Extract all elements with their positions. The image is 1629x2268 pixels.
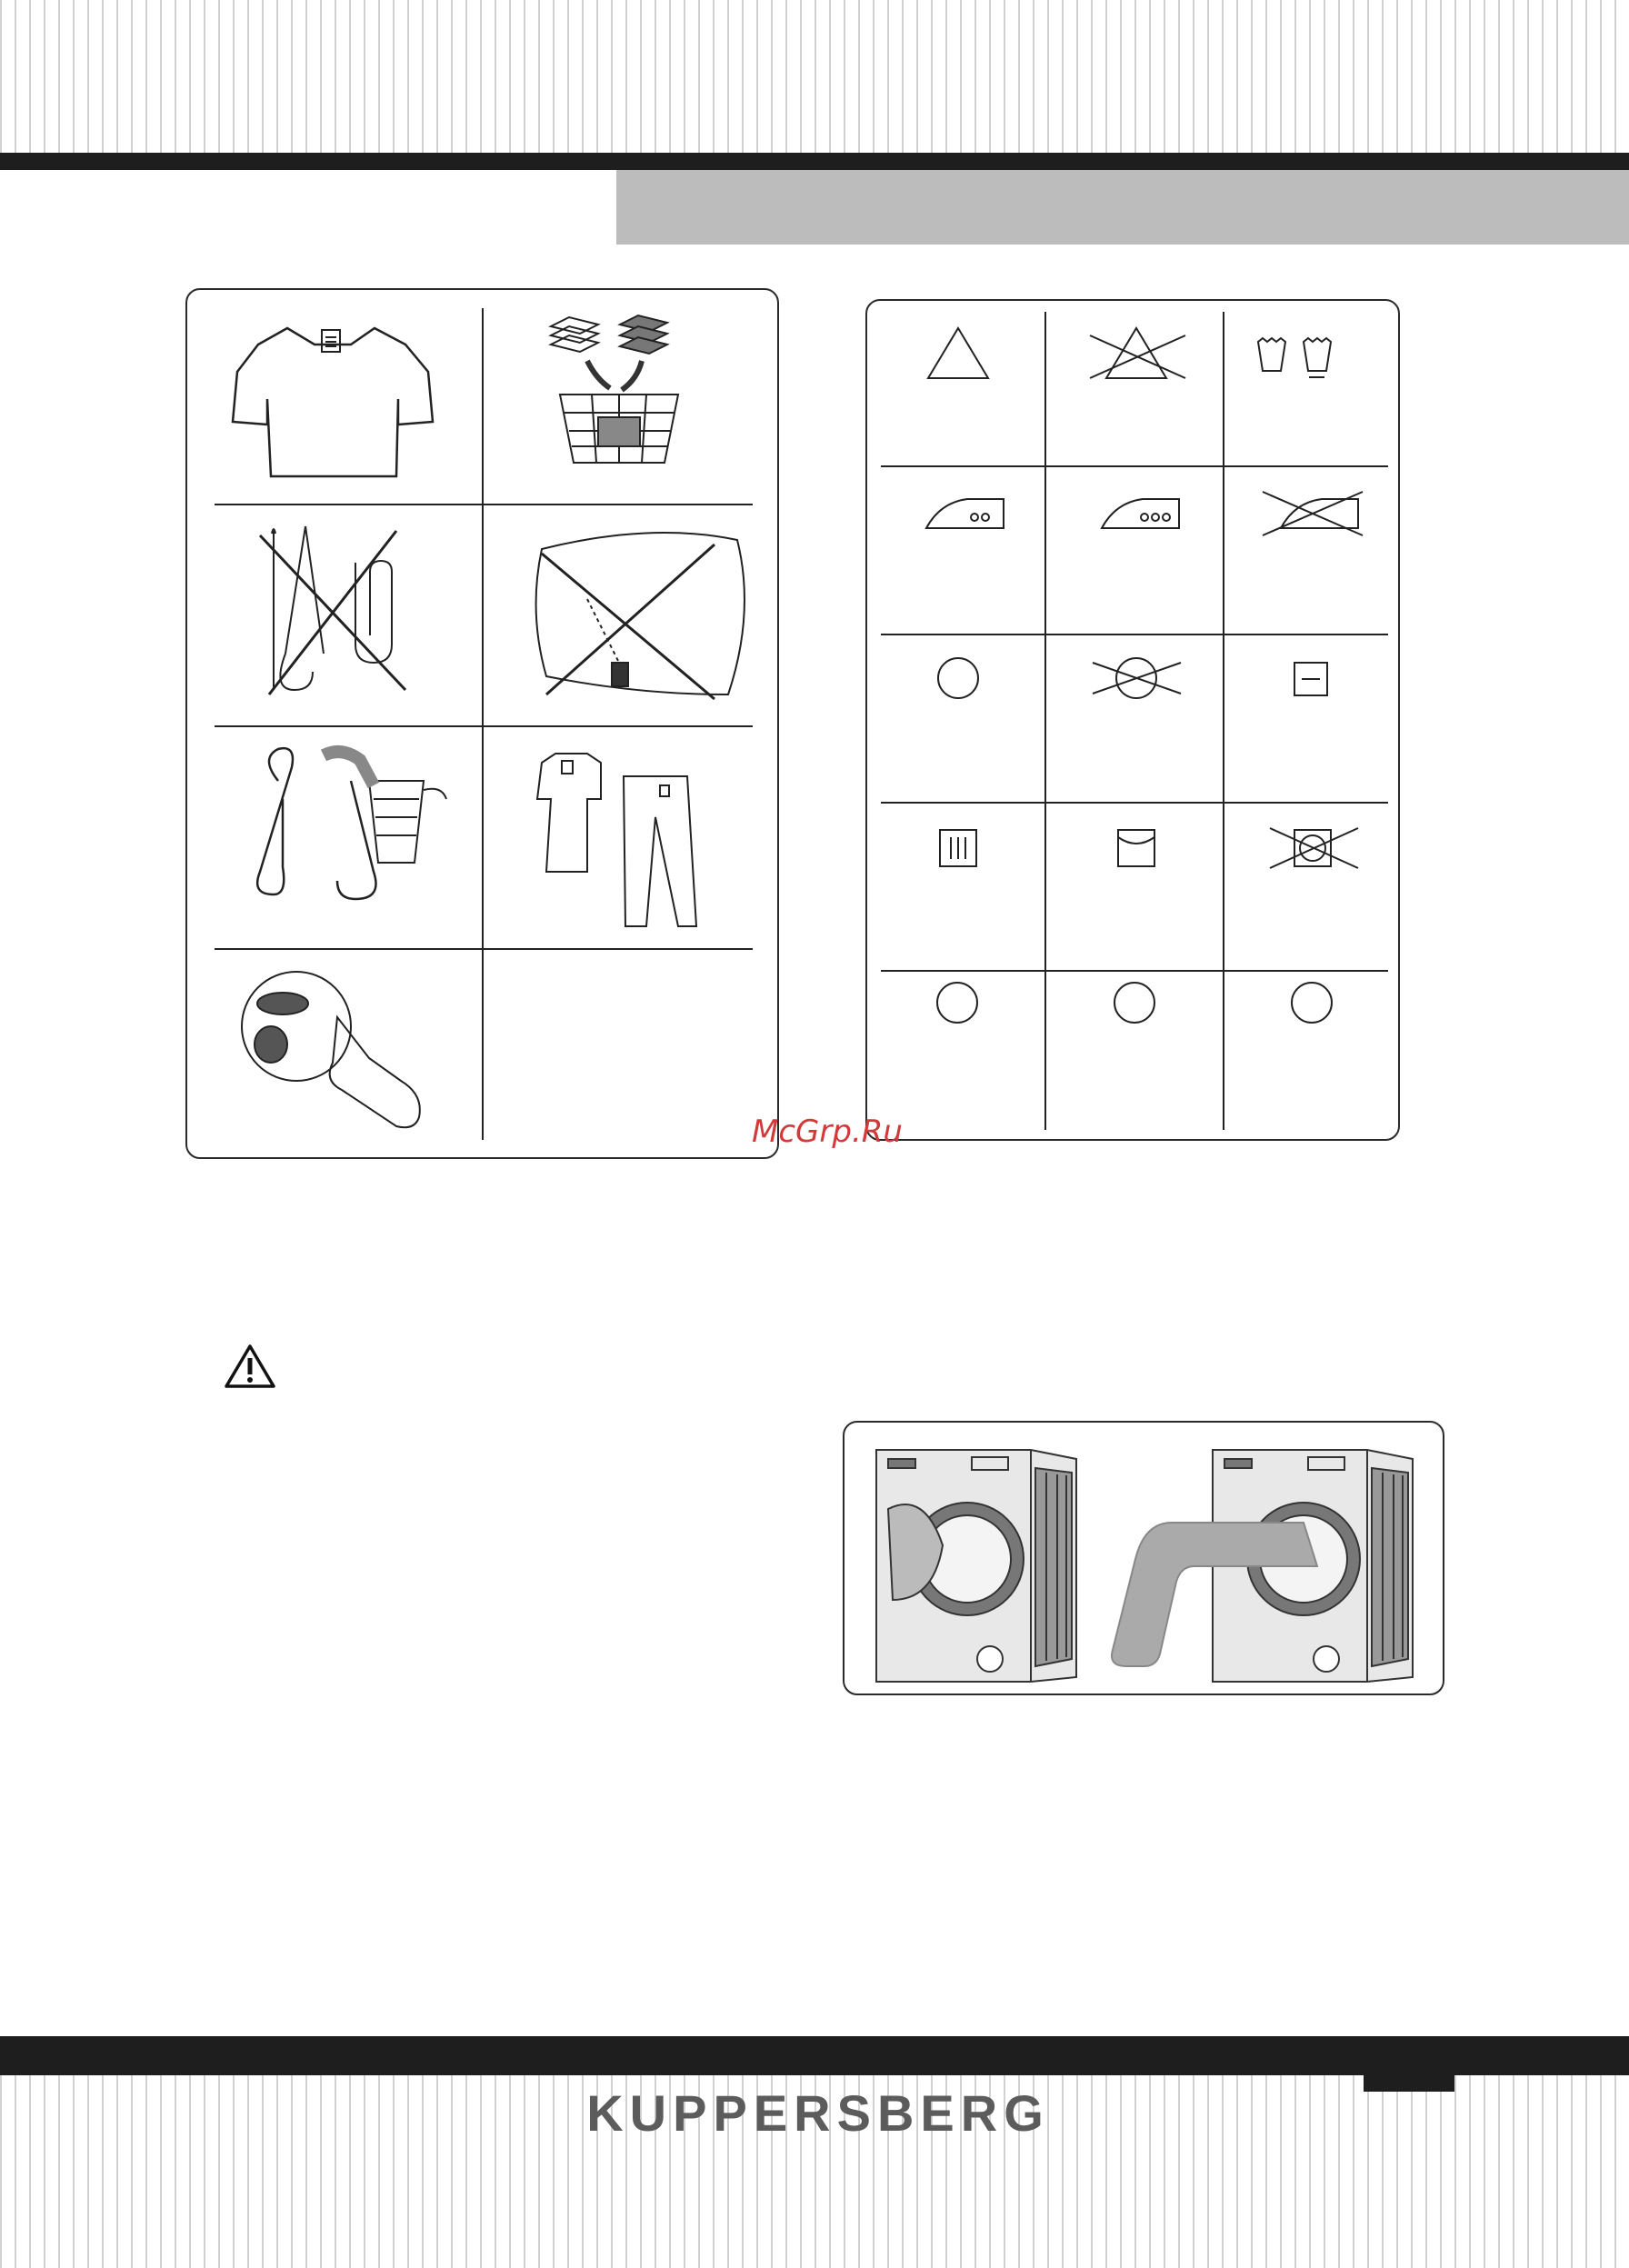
iron-medium-icon [926, 499, 1004, 528]
no-open-zipper-icon [536, 533, 745, 699]
circle-icon [1114, 983, 1154, 1023]
check-labels-icon [537, 754, 696, 926]
wash-basins-icon [1258, 338, 1331, 377]
empty-pockets-icon [257, 748, 446, 899]
line-dry-icon [1118, 830, 1154, 866]
laundry-preparation-panel [185, 288, 779, 1159]
sort-laundry-icon [551, 315, 678, 463]
header-section-bar [616, 170, 1629, 245]
header-bar [0, 153, 1629, 170]
brand-logo: KUPPERSBERG [586, 2084, 1050, 2142]
drip-dry-icon [940, 830, 976, 866]
dry-flat-icon [1294, 663, 1327, 695]
page-number-tab [1364, 2075, 1454, 2092]
circle-icon [937, 983, 977, 1023]
no-pins-icon [260, 526, 405, 694]
footer-bar [0, 2036, 1629, 2075]
care-symbols-panel [865, 299, 1400, 1141]
bleach-allowed-icon [928, 328, 988, 378]
no-bleach-icon [1090, 328, 1185, 378]
shirt-label-icon [233, 328, 433, 476]
laundry-ball-sock-icon [242, 972, 420, 1127]
circle-icon [1292, 983, 1332, 1023]
washer-loading-panel [843, 1421, 1444, 1695]
watermark: McGrp.Ru [752, 1114, 903, 1150]
dry-clean-icon [938, 658, 978, 698]
iron-high-icon [1102, 499, 1179, 528]
no-iron-icon [1263, 492, 1363, 535]
washer-loading-laundry-icon [1112, 1450, 1413, 1682]
no-tumble-dry-icon [1270, 828, 1358, 868]
warning-triangle-icon [224, 1344, 276, 1389]
washer-open-door-icon [876, 1450, 1076, 1682]
top-stripe-pattern [0, 0, 1629, 153]
no-dry-clean-icon [1093, 658, 1181, 698]
